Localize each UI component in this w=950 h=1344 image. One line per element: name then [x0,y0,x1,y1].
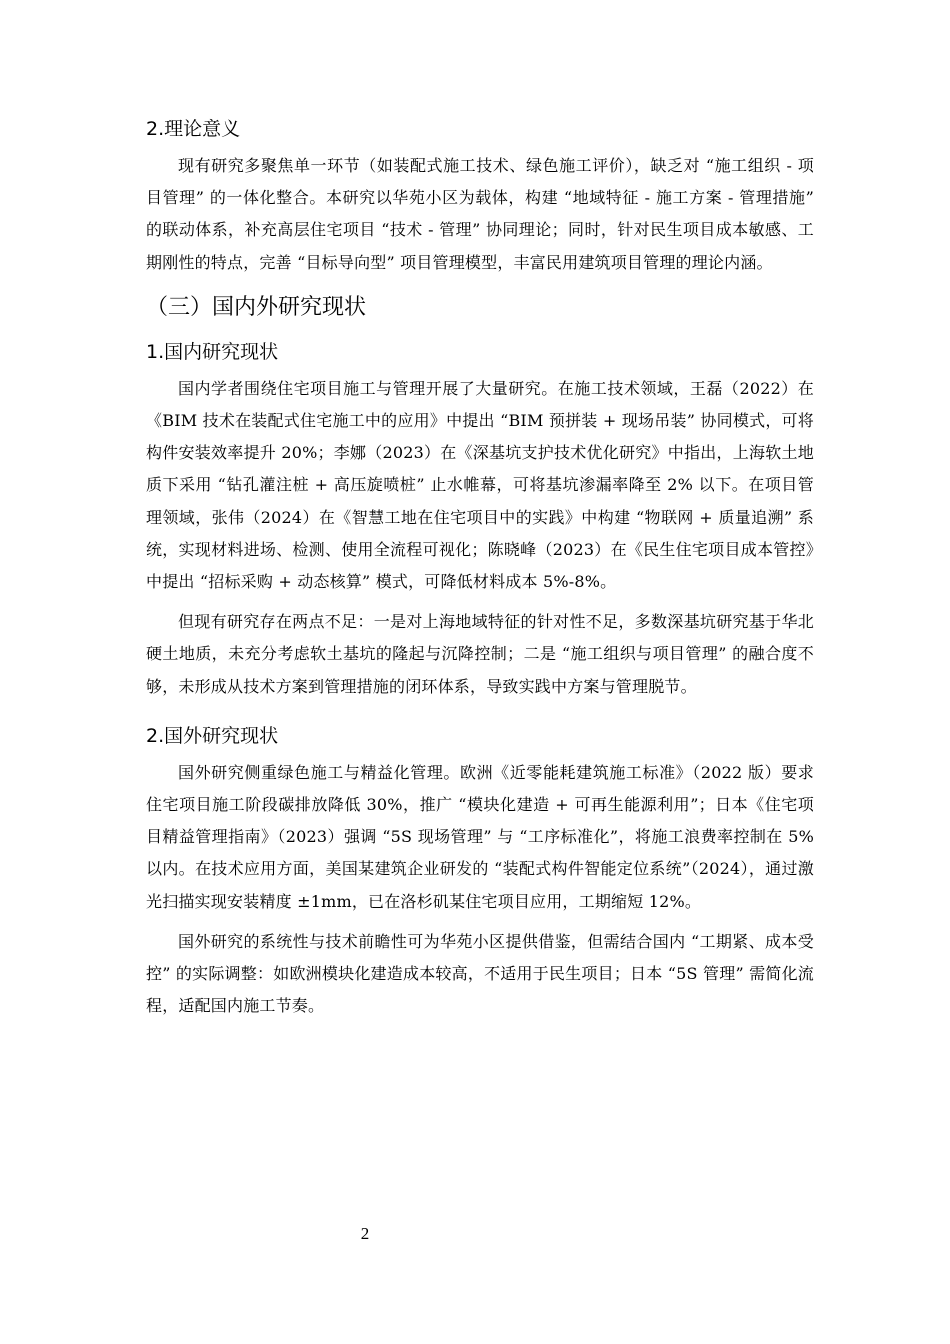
paragraph-domestic-research-2: 但现有研究存在两点不足：一是对上海地域特征的针对性不足，多数深基坑研究基于华北硬土地质，未充分考虑软土基坑的隆起与沉降控制；二是 “施工组织与项目管理” 的融合度不够，未形成从技术方案到管理措施的闭环体系，导致实践中方案与管理脱节。 [146,612,814,696]
section-gap [146,711,814,719]
paragraph-domestic-research-1: 国内学者围绕住宅项目施工与管理开展了大量研究。在施工技术领域，王磊（2022）在《BIM 技术在装配式住宅施工中的应用》中提出 “BIM 预拼装 + 现场吊装” 协同模式，可将构件安装效率提升 20%；李娜（2023）在《深基坑支护技术优化研究》中指出，上海软土地质下采用 “钻孔灌注桩 + 高压旋喷桩” 止水帷幕，可将基坑渗漏率降至 2% 以下。在项目管理领域，张伟（2024）在《智慧工地在住宅项目中的实践》中构建 “物联网 + 质量追溯” 系统，实现材料进场、检测、使用全流程可视化；陈晓峰（2023）在《民生住宅项目成本管控》中提出 “招标采购 + 动态核算” 模式，可降低材料成本 5%-8%。 [146,378,814,592]
heading-theoretical-significance: 2.理论意义 [146,118,241,140]
heading-domestic-research: 1.国内研究现状 [146,340,279,363]
paragraph-foreign-research-2: 国外研究的系统性与技术前瞻性可为华苑小区提供借鉴，但需结合国内 “工期紧、成本受控” 的实际调整：如欧洲模块化建造成本较高，不适用于民生项目；日本 “5S 管理” 需简化流程，适配国内施工节奏。 [146,931,814,1016]
heading-foreign-research: 2.国外研究现状 [146,724,279,747]
paragraph-foreign-research-1: 国外研究侧重绿色施工与精益化管理。欧洲《近零能耗建筑施工标准》（2022 版）要求住宅项目施工阶段碳排放降低 30%，推广 “模块化建造 + 可再生能源利用”；日本《住宅项目精益管理指南》（2023）强调 “5S 现场管理” 与 “工序标准化”，将施工浪费率控制在 5% 以内。在技术应用方面，美国某建筑企业研发的 “装配式构件智能定位系统”（2024），通过激光扫描实现安装精度 ±1mm，已在洛杉矶某住宅项目应用，工期缩短 12%。 [146,762,814,911]
paragraph-theoretical-significance: 现有研究多聚焦单一环节（如装配式施工技术、绿色施工评价），缺乏对 “施工组织 - 项目管理” 的一体化整合。本研究以华苑小区为载体，构建 “地域特征 - 施工方案 - 管理措施” 的联动体系，补充高层住宅项目 “技术 - 管理” 协同理论；同时，针对民生项目成本敏感、工期刚性的特点，完善 “目标导向型” 项目管理模型，丰富民用建筑项目管理的理论内涵。 [146,156,814,272]
page-number: 2 [360,1224,370,1243]
heading-research-status: （三）国内外研究现状 [146,294,367,320]
page-content [146,112,814,1030]
